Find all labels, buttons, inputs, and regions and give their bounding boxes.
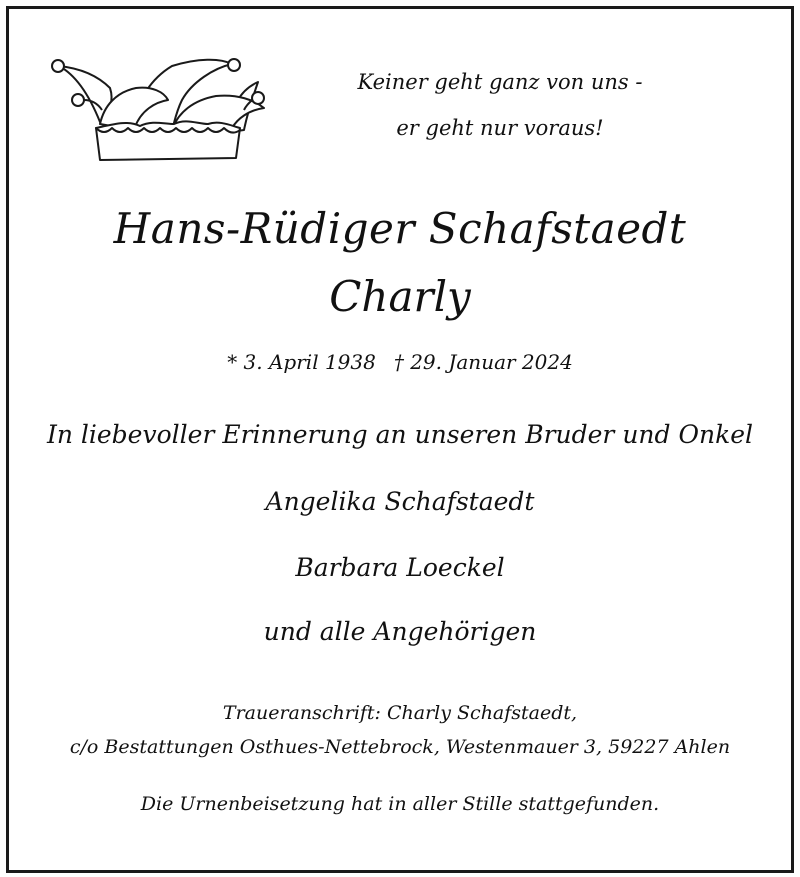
burial-note: Die Urnenbeisetzung hat in aller Stille stattgefunden. (140, 793, 660, 815)
motto-line-2: er geht nur voraus! (396, 116, 604, 140)
deceased-name: Hans-Rüdiger Schafstaedt (113, 204, 687, 253)
condolence-address-line-1: Traueranschrift: Charly Schafstaedt, (222, 702, 578, 724)
life-dates (0, 350, 800, 374)
deceased-nickname: Charly (329, 272, 471, 321)
remembrance-line: In liebevoller Erinnerung an unseren Bruder und Onkel (46, 420, 754, 449)
motto-line-1: Keiner geht ganz von uns - (357, 70, 643, 94)
jester-hat-icon (44, 44, 274, 169)
condolence-address-line-2: c/o Bestattungen Osthues-Nettebrock, Westenmauer 3, 59227 Ahlen (69, 736, 731, 758)
birth-date: * 3. April 1938 (227, 350, 376, 374)
mourner-name: Angelika Schafstaedt (265, 487, 535, 516)
mourner-name: und alle Angehörigen (263, 617, 537, 646)
death-date: † 29. Januar 2024 (393, 350, 573, 374)
mourner-name: Barbara Loeckel (295, 553, 505, 582)
